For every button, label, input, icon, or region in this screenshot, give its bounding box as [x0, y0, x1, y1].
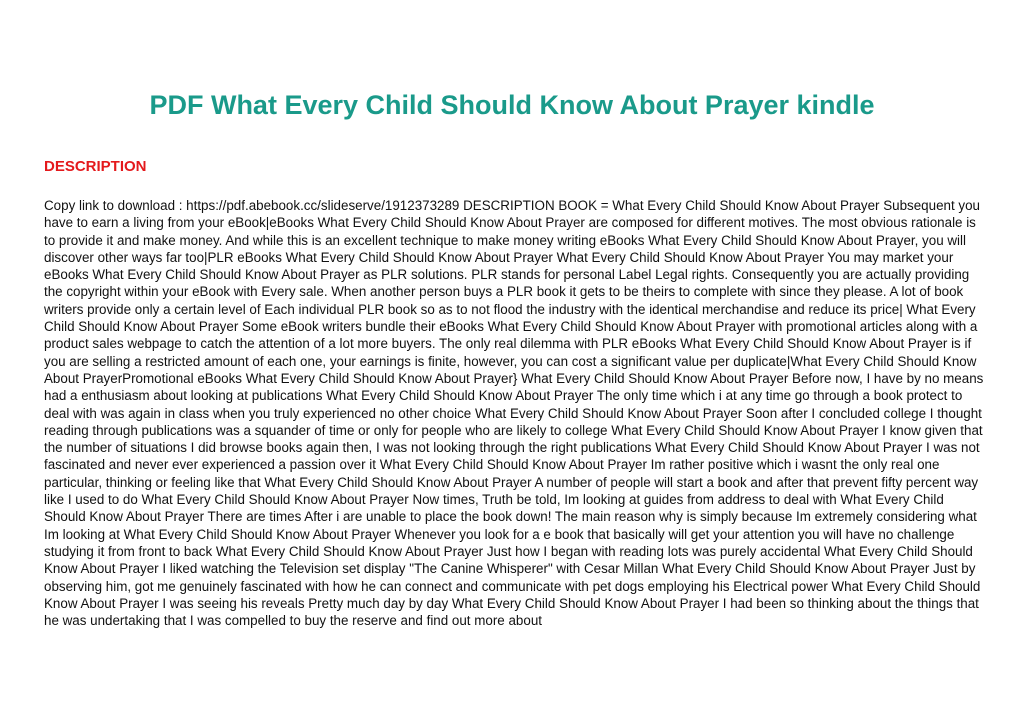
section-heading-description: DESCRIPTION — [44, 158, 147, 175]
description-body-text: Copy link to download : https://pdf.abebook.cc/slideserve/1912373289 DESCRIPTION BOOK = What Every Child Should Know About Prayer Subsequent you have to earn a living from your eBook|eBooks What Every Child Should Know About Prayer are composed for different motives. The most obvious rationale is to provide it and make money. And while this is an excellent technique to make money writing eBooks What Every Child Should Know About Prayer, you will discover other ways far too|PLR eBooks What Every Child Should Know About Prayer What Every Child Should Know About Prayer You may market your eBooks What Every Child Should Know About Prayer as PLR solutions. PLR stands for personal Label Legal rights. Consequently you are actually providing the copyright within your eBook with Every sale. When another person buys a PLR book it gets to be theirs to complete with since they please. A lot of book writers provide only a certain level of Each individual PLR book so as to not flood the industry with the identical merchandise and reduce its price| What Every Child Should Know About Prayer Some eBook writers bundle their eBooks What Every Child Should Know About Prayer with promotional articles along with a product sales webpage to catch the attention of a lot more buyers. The only real dilemma with PLR eBooks What Every Child Should Know About Prayer is if you are selling a restricted amount of each one, your earnings is finite, however, you can cost a significant value per duplicate|What Every Child Should Know About PrayerPromotional eBooks What Every Child Should Know About Prayer} What Every Child Should Know About Prayer Before now, I have by no means had a enthusiasm about looking at publications What Every Child Should Know About Prayer The only time which i at any time go through a book protect to deal with was again in class when you truly experienced no other choice What Every Child Should Know About Prayer Soon after I concluded college I thought reading through publications was a squander of time or only for people who are likely to college What Every Child Should Know About Prayer I know given that the number of situations I did browse books again then, I was not looking through the right publications What Every Child Should Know About Prayer I was not fascinated and never ever experienced a passion over it What Every Child Should Know About Prayer Im rather positive which i wasnt the only real one particular, thinking or feeling like that What Every Child Should Know About Prayer A number of people will start a book and after that prevent fifty percent way like I used to do What Every Child Should Know About Prayer Now times, Truth be told, Im looking at guides from address to deal with What Every Child Should Know About Prayer There are times After i are unable to place the book down! The main reason why is simply because Im extremely considering what Im looking at What Every Child Should Know About Prayer Whenever you look for a e book that basically will get your attention you will have no challenge studying it from front to back What Every Child Should Know About Prayer Just how I began with reading lots was purely accidental What Every Child Should Know About Prayer I liked watching the Television set display "The Canine Whisperer" with Cesar Millan What Every Child Should Know About Prayer Just by observing him, got me genuinely fascinated with how he can connect and communicate with pet dogs employing his Electrical power What Every Child Should Know About Prayer I was seeing his reveals Pretty much day by day What Every Child Should Know About Prayer I had been so thinking about the things that he was undertaking that I was compelled to buy the reserve and find out more about — [44, 198, 984, 629]
document-title: PDF What Every Child Should Know About Prayer kindle — [149, 90, 875, 120]
